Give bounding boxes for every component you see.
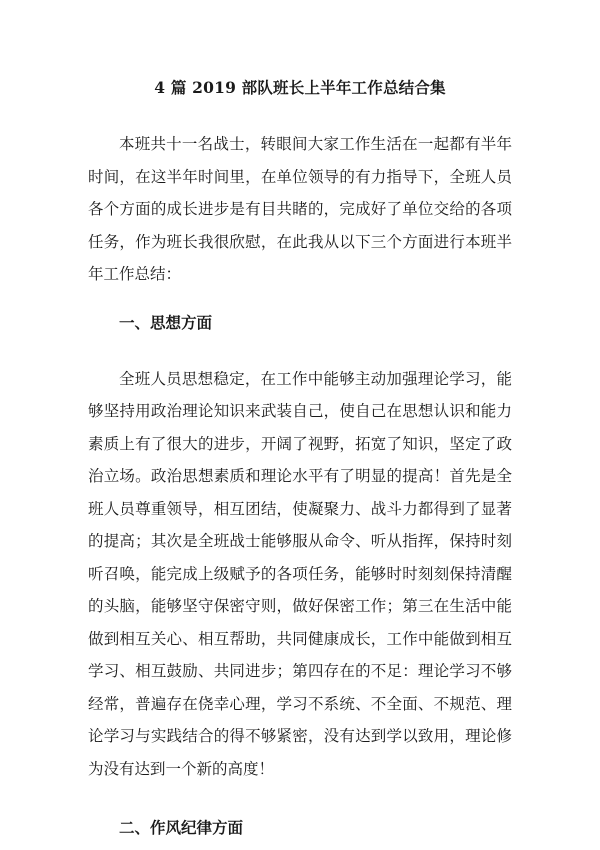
thought-paragraph: 全班人员思想稳定，在工作中能够主动加强理论学习，能够坚持用政治理论知识来武装自己，使自己在思想认识和能力素质上有了很大的进步，开阔了视野，拓宽了知识，坚定了政治立场。政治思想素质和理论水平有了明显的提高！首先是全班人员尊重领导，相互团结，使凝聚力、战斗力都得到了显著的提高；其次是全班战士能够服从命令、听从指挥，保持时刻听召唤，能完成上级赋予的各项任务，能够时时刻刻保持清醒的头脑，能够坚守保密守则，做好保密工作；第三在生活中能做到相互关心、相互帮助，共同健康成长，工作中能做到相互学习、相互鼓励、共同进步；第四存在的不足：理论学习不够经常，普遍存在侥幸心理，学习不系统、不全面、不规范、理论学习与实践结合的得不够紧密，没有达到学以致用，理论修为没有达到一个新的高度！ bbox=[88, 369, 512, 778]
intro-paragraph: 本班共十一名战士，转眼间大家工作生活在一起都有半年时间，在这半年时间里，在单位领导的有力指导下，全班人员各个方面的成长进步是有目共睹的，完成好了单位交给的各项任务，作为班长我很欣慰，在此我从以下三个方面进行本班半年工作总结： bbox=[88, 135, 512, 283]
section-heading-thought: 一、思想方面 bbox=[119, 312, 213, 332]
section-heading-discipline: 二、作风纪律方面 bbox=[119, 818, 244, 837]
document-title: 4 篇 2019 部队班长上半年工作总结合集 bbox=[154, 78, 446, 97]
